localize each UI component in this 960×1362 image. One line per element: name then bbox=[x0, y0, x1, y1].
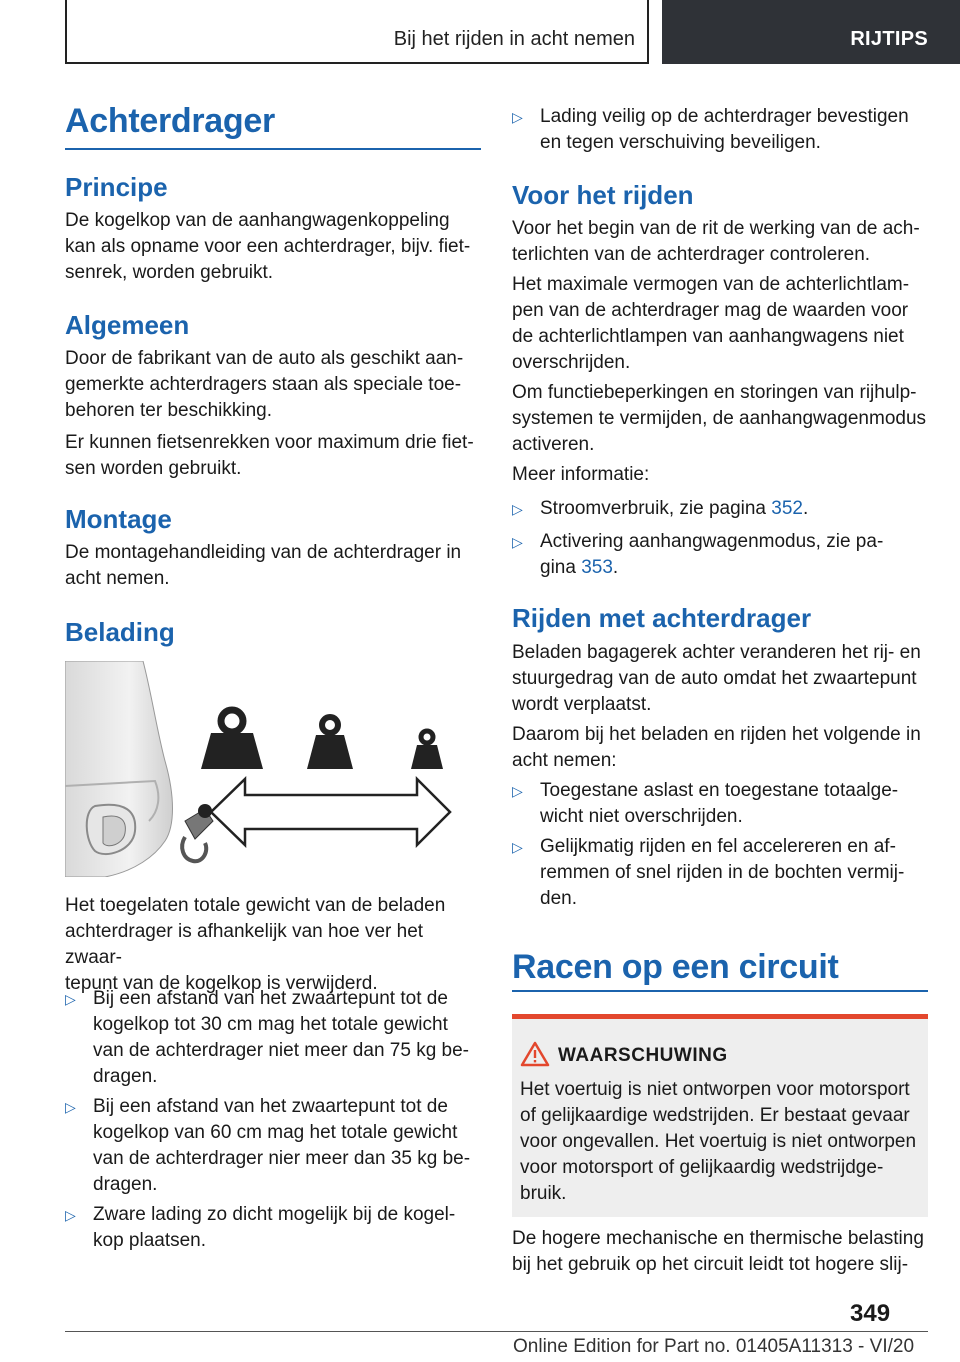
bullet-triangle-icon: ▷ bbox=[65, 1207, 76, 1223]
bullet-triangle-icon: ▷ bbox=[512, 839, 523, 855]
paragraph-algemeen-2: Er kunnen fietsenrekken voor maximum drie fiet- sen worden gebruikt. bbox=[65, 432, 474, 479]
list-item: ▷ Bij een afstand van het zwaartepunt tot de kogelkop van 60 cm mag het totale gewicht van de achterdrager nier meer dan 35 kg be- dragen. bbox=[65, 1096, 471, 1195]
heading-montage: Montage bbox=[65, 504, 172, 534]
heading-principe: Principe bbox=[65, 172, 168, 202]
bullet-triangle-icon: ▷ bbox=[65, 991, 76, 1007]
paragraph-montage: De montagehandleiding van de achterdrager in acht nemen. bbox=[65, 542, 462, 589]
page-link-352[interactable]: 352 bbox=[771, 498, 803, 519]
warning-title: WAARSCHUWING bbox=[558, 1045, 728, 1066]
heading-rijden-met-achterdrager: Rijden met achterdrager bbox=[512, 603, 812, 633]
header-section-box bbox=[65, 0, 649, 64]
page-title: Achterdrager bbox=[65, 102, 275, 140]
page-number: 349 bbox=[850, 1300, 891, 1327]
list-item: ▷ Lading veilig op de achterdrager bevestigen en tegen verschuiving beveiligen. bbox=[512, 106, 909, 153]
paragraph-rijden-1: Beladen bagagerek achter veranderen het rij- en stuurgedrag van de auto omdat het zwaartepunt wordt verplaatst. bbox=[512, 642, 921, 715]
header-section-title: Bij het rijden in acht nemen bbox=[393, 28, 635, 50]
paragraph-algemeen-1: Door de fabrikant van de auto als geschikt aan- gemerkte achterdragers staan als speciale toe- behoren ter beschikking. bbox=[65, 348, 464, 421]
header-chapter-title: RIJTIPS bbox=[850, 28, 928, 50]
footer-edition: Online Edition for Part no. 01405A11313 - VI/20 bbox=[513, 1336, 915, 1357]
section-title-rule bbox=[512, 990, 928, 992]
list-item: ▷ Toegestane aslast en toegestane totaalge- wicht niet overschrijden. bbox=[512, 780, 899, 827]
footer-rule bbox=[65, 1331, 928, 1332]
bullet-triangle-icon: ▷ bbox=[512, 109, 523, 125]
warning-triangle-icon bbox=[520, 1041, 550, 1067]
list-item: ▷ Zware lading zo dicht mogelijk bij de kogel- kop plaatsen. bbox=[65, 1204, 456, 1251]
list-item: ▷ Gelijkmatig rijden en fel accelereren en af- remmen of snel rijden in de bochten vermij- den. bbox=[512, 836, 905, 909]
paragraph-rijden-2: Daarom bij het beladen en rijden het volgende in acht nemen: bbox=[512, 724, 921, 771]
list-item: ▷ Activering aanhangwagenmodus, zie pa- gina 353. bbox=[512, 531, 884, 578]
figure-caption: Het toegelaten totale gewicht van de beladen achterdrager is afhankelijk van hoe ver het zwaar- tepunt van de kogelkop is verwijderd. bbox=[65, 895, 446, 994]
paragraph-voor-3: Om functiebeperkingen en storingen van rijhulp- systemen te vermijden, de aanhangwagenmodus activeren. bbox=[512, 382, 927, 455]
heading-algemeen: Algemeen bbox=[65, 310, 190, 340]
bullet-triangle-icon: ▷ bbox=[512, 501, 523, 517]
bullet-triangle-icon: ▷ bbox=[65, 1099, 76, 1115]
header-chapter-tab bbox=[662, 0, 960, 64]
paragraph-racen: De hogere mechanische en thermische belasting bij het gebruik op het circuit leidt tot hogere slij- bbox=[512, 1228, 924, 1275]
tow-bar-load-illustration bbox=[65, 661, 481, 877]
bullet-triangle-icon: ▷ bbox=[512, 534, 523, 550]
section-title-racen: Racen op een circuit bbox=[512, 948, 839, 986]
paragraph-meer-informatie: Meer informatie: bbox=[512, 464, 650, 485]
paragraph-voor-2: Het maximale vermogen van de achterlichtlam- pen van de achterdrager mag de waarden voor de achterlichtlampen van aanhangwagens niet overschrijden. bbox=[512, 274, 910, 373]
page-link-353[interactable]: 353 bbox=[581, 557, 613, 578]
heading-belading: Belading bbox=[65, 617, 175, 647]
paragraph-voor-1: Voor het begin van de rit de werking van de ach- terlichten van de achterdrager controleren. bbox=[512, 218, 920, 265]
bullet-triangle-icon: ▷ bbox=[512, 783, 523, 799]
paragraph-principe: De kogelkop van de aanhangwagenkoppeling kan als opname voor een achterdrager, bijv. fiet- senrek, worden gebruikt. bbox=[65, 210, 471, 283]
list-item: ▷ Bij een afstand van het zwaartepunt tot de kogelkop tot 30 cm mag het totale gewicht van de achterdrager niet meer dan 75 kg be- dragen. bbox=[65, 988, 470, 1087]
warning-box bbox=[512, 1014, 928, 1217]
warning-text: Het voertuig is niet ontworpen voor motorsport of gelijkaardige wedstrijden. Er bestaat gevaar voor ongevallen. Het voertuig is niet ontworpen voor motorsport of gelijkaardig wedstrijdge- bruik. bbox=[520, 1079, 917, 1204]
list-item: ▷ Stroomverbruik, zie pagina 352. bbox=[512, 496, 928, 522]
title-rule bbox=[65, 148, 481, 150]
heading-voor-het-rijden: Voor het rijden bbox=[512, 180, 694, 210]
